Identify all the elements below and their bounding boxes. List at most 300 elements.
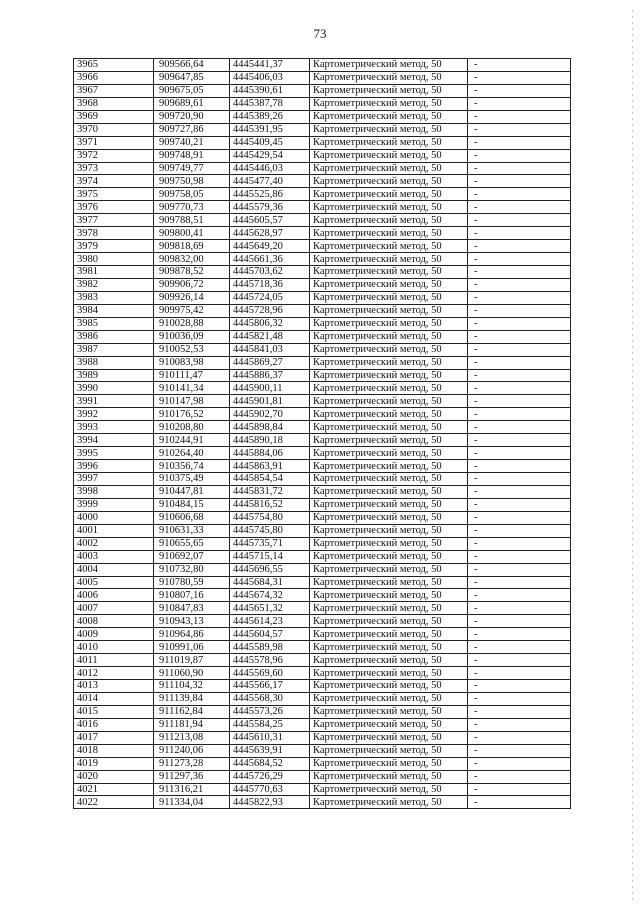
point-number-cell: 3969	[74, 110, 154, 123]
x-coordinate-cell: 910375,49	[154, 473, 230, 486]
y-coordinate-cell: 4445724,05	[230, 291, 310, 304]
point-number-cell: 3966	[74, 71, 154, 84]
x-coordinate-cell: 910655,65	[154, 537, 230, 550]
table-row	[74, 589, 571, 602]
x-coordinate-cell: 909758,05	[154, 188, 230, 201]
note-cell: -	[468, 511, 571, 524]
note-cell: -	[468, 537, 571, 550]
point-number-cell: 4018	[74, 744, 154, 757]
point-number-cell: 3980	[74, 253, 154, 266]
y-coordinate-cell: 4445649,20	[230, 240, 310, 253]
table-row	[74, 188, 571, 201]
x-coordinate-cell: 909740,21	[154, 136, 230, 149]
note-cell: -	[468, 770, 571, 783]
point-number-cell: 4002	[74, 537, 154, 550]
y-coordinate-cell: 4445639,91	[230, 744, 310, 757]
method-cell: Картометрический метод, 50	[310, 149, 468, 162]
method-cell: Картометрический метод, 50	[310, 408, 468, 421]
y-coordinate-cell: 4445390,61	[230, 84, 310, 97]
x-coordinate-cell: 910631,33	[154, 524, 230, 537]
x-coordinate-cell: 909749,77	[154, 162, 230, 175]
point-number-cell: 3992	[74, 408, 154, 421]
point-number-cell: 4000	[74, 511, 154, 524]
table-row	[74, 291, 571, 304]
table-row	[74, 744, 571, 757]
note-cell: -	[468, 421, 571, 434]
y-coordinate-cell: 4445569,60	[230, 667, 310, 680]
point-number-cell: 3976	[74, 201, 154, 214]
note-cell: -	[468, 343, 571, 356]
note-cell: -	[468, 744, 571, 757]
method-cell: Картометрический метод, 50	[310, 214, 468, 227]
y-coordinate-cell: 4445821,48	[230, 330, 310, 343]
method-cell: Картометрический метод, 50	[310, 447, 468, 460]
table-row	[74, 654, 571, 667]
x-coordinate-cell: 910964,86	[154, 628, 230, 641]
note-cell: -	[468, 550, 571, 563]
table-row	[74, 757, 571, 770]
table-row	[74, 498, 571, 511]
method-cell: Картометрический метод, 50	[310, 602, 468, 615]
note-cell: -	[468, 602, 571, 615]
x-coordinate-cell: 910847,83	[154, 602, 230, 615]
x-coordinate-cell: 911060,90	[154, 667, 230, 680]
y-coordinate-cell: 4445406,03	[230, 71, 310, 84]
note-cell: -	[468, 524, 571, 537]
y-coordinate-cell: 4445770,63	[230, 783, 310, 796]
coordinates-table-wrapper	[73, 58, 570, 809]
method-cell: Картометрический метод, 50	[310, 770, 468, 783]
table-row	[74, 408, 571, 421]
method-cell: Картометрический метод, 50	[310, 356, 468, 369]
point-number-cell: 3997	[74, 473, 154, 486]
table-row	[74, 602, 571, 615]
note-cell: -	[468, 680, 571, 693]
method-cell: Картометрический метод, 50	[310, 240, 468, 253]
table-row	[74, 149, 571, 162]
x-coordinate-cell: 909818,69	[154, 240, 230, 253]
note-cell: -	[468, 628, 571, 641]
y-coordinate-cell: 4445886,37	[230, 369, 310, 382]
x-coordinate-cell: 910447,81	[154, 485, 230, 498]
note-cell: -	[468, 589, 571, 602]
y-coordinate-cell: 4445863,91	[230, 460, 310, 473]
table-row	[74, 524, 571, 537]
point-number-cell: 3994	[74, 434, 154, 447]
table-row	[74, 382, 571, 395]
method-cell: Картометрический метод, 50	[310, 485, 468, 498]
note-cell: -	[468, 408, 571, 421]
x-coordinate-cell: 910356,74	[154, 460, 230, 473]
table-row	[74, 615, 571, 628]
table-row	[74, 369, 571, 382]
y-coordinate-cell: 4445578,96	[230, 654, 310, 667]
note-cell: -	[468, 382, 571, 395]
x-coordinate-cell: 910111,47	[154, 369, 230, 382]
y-coordinate-cell: 4445628,97	[230, 227, 310, 240]
x-coordinate-cell: 910732,80	[154, 563, 230, 576]
method-cell: Картометрический метод, 50	[310, 589, 468, 602]
y-coordinate-cell: 4445715,14	[230, 550, 310, 563]
method-cell: Картометрический метод, 50	[310, 188, 468, 201]
method-cell: Картометрический метод, 50	[310, 162, 468, 175]
note-cell: -	[468, 149, 571, 162]
x-coordinate-cell: 911334,04	[154, 796, 230, 809]
table-row	[74, 511, 571, 524]
point-number-cell: 4004	[74, 563, 154, 576]
method-cell: Картометрический метод, 50	[310, 460, 468, 473]
note-cell: -	[468, 576, 571, 589]
method-cell: Картометрический метод, 50	[310, 498, 468, 511]
note-cell: -	[468, 485, 571, 498]
x-coordinate-cell: 910176,52	[154, 408, 230, 421]
point-number-cell: 4003	[74, 550, 154, 563]
x-coordinate-cell: 910264,40	[154, 447, 230, 460]
method-cell: Картометрический метод, 50	[310, 731, 468, 744]
x-coordinate-cell: 909770,73	[154, 201, 230, 214]
note-cell: -	[468, 136, 571, 149]
method-cell: Картометрический метод, 50	[310, 563, 468, 576]
method-cell: Картометрический метод, 50	[310, 718, 468, 731]
point-number-cell: 3998	[74, 485, 154, 498]
note-cell: -	[468, 667, 571, 680]
point-number-cell: 4021	[74, 783, 154, 796]
y-coordinate-cell: 4445841,03	[230, 343, 310, 356]
table-row	[74, 162, 571, 175]
y-coordinate-cell: 4445674,32	[230, 589, 310, 602]
y-coordinate-cell: 4445822,93	[230, 796, 310, 809]
point-number-cell: 3978	[74, 227, 154, 240]
note-cell: -	[468, 356, 571, 369]
y-coordinate-cell: 4445884,06	[230, 447, 310, 460]
method-cell: Картометрический метод, 50	[310, 705, 468, 718]
method-cell: Картометрический метод, 50	[310, 628, 468, 641]
table-row	[74, 330, 571, 343]
note-cell: -	[468, 330, 571, 343]
x-coordinate-cell: 911139,84	[154, 692, 230, 705]
method-cell: Картометрический метод, 50	[310, 123, 468, 136]
table-row	[74, 796, 571, 809]
note-cell: -	[468, 214, 571, 227]
method-cell: Картометрический метод, 50	[310, 291, 468, 304]
method-cell: Картометрический метод, 50	[310, 253, 468, 266]
point-number-cell: 4013	[74, 680, 154, 693]
y-coordinate-cell: 4445728,96	[230, 304, 310, 317]
y-coordinate-cell: 4445684,52	[230, 757, 310, 770]
table-row	[74, 343, 571, 356]
table-row	[74, 783, 571, 796]
y-coordinate-cell: 4445389,26	[230, 110, 310, 123]
x-coordinate-cell: 911213,08	[154, 731, 230, 744]
y-coordinate-cell: 4445816,52	[230, 498, 310, 511]
y-coordinate-cell: 4445696,55	[230, 563, 310, 576]
x-coordinate-cell: 911162,84	[154, 705, 230, 718]
table-row	[74, 395, 571, 408]
y-coordinate-cell: 4445614,23	[230, 615, 310, 628]
y-coordinate-cell: 4445441,37	[230, 59, 310, 72]
point-number-cell: 3999	[74, 498, 154, 511]
point-number-cell: 3972	[74, 149, 154, 162]
table-row	[74, 705, 571, 718]
note-cell: -	[468, 84, 571, 97]
y-coordinate-cell: 4445477,40	[230, 175, 310, 188]
point-number-cell: 4011	[74, 654, 154, 667]
note-cell: -	[468, 59, 571, 72]
point-number-cell: 3995	[74, 447, 154, 460]
y-coordinate-cell: 4445684,31	[230, 576, 310, 589]
method-cell: Картометрический метод, 50	[310, 136, 468, 149]
x-coordinate-cell: 909748,91	[154, 149, 230, 162]
note-cell: -	[468, 71, 571, 84]
point-number-cell: 4020	[74, 770, 154, 783]
y-coordinate-cell: 4445900,11	[230, 382, 310, 395]
coordinates-table-body	[74, 59, 571, 809]
x-coordinate-cell: 910991,06	[154, 641, 230, 654]
note-cell: -	[468, 473, 571, 486]
x-coordinate-cell: 910083,98	[154, 356, 230, 369]
y-coordinate-cell: 4445525,86	[230, 188, 310, 201]
y-coordinate-cell: 4445584,25	[230, 718, 310, 731]
y-coordinate-cell: 4445718,36	[230, 278, 310, 291]
table-row	[74, 356, 571, 369]
y-coordinate-cell: 4445754,80	[230, 511, 310, 524]
point-number-cell: 3988	[74, 356, 154, 369]
point-number-cell: 4014	[74, 692, 154, 705]
table-row	[74, 628, 571, 641]
method-cell: Картометрический метод, 50	[310, 473, 468, 486]
table-row	[74, 253, 571, 266]
method-cell: Картометрический метод, 50	[310, 227, 468, 240]
method-cell: Картометрический метод, 50	[310, 421, 468, 434]
table-row	[74, 175, 571, 188]
point-number-cell: 3974	[74, 175, 154, 188]
y-coordinate-cell: 4445735,71	[230, 537, 310, 550]
x-coordinate-cell: 910692,07	[154, 550, 230, 563]
method-cell: Картометрический метод, 50	[310, 266, 468, 279]
y-coordinate-cell: 4445566,17	[230, 680, 310, 693]
point-number-cell: 3965	[74, 59, 154, 72]
point-number-cell: 4008	[74, 615, 154, 628]
point-number-cell: 3968	[74, 97, 154, 110]
x-coordinate-cell: 910036,09	[154, 330, 230, 343]
table-row	[74, 240, 571, 253]
table-row	[74, 473, 571, 486]
point-number-cell: 4010	[74, 641, 154, 654]
method-cell: Картометрический метод, 50	[310, 654, 468, 667]
table-row	[74, 731, 571, 744]
point-number-cell: 3991	[74, 395, 154, 408]
y-coordinate-cell: 4445604,57	[230, 628, 310, 641]
x-coordinate-cell: 909675,05	[154, 84, 230, 97]
table-row	[74, 227, 571, 240]
page-edge-margin-line	[632, 10, 633, 900]
point-number-cell: 4006	[74, 589, 154, 602]
table-row	[74, 770, 571, 783]
x-coordinate-cell: 911240,06	[154, 744, 230, 757]
x-coordinate-cell: 910943,13	[154, 615, 230, 628]
coordinates-table	[73, 58, 571, 809]
method-cell: Картометрический метод, 50	[310, 434, 468, 447]
y-coordinate-cell: 4445703,62	[230, 266, 310, 279]
y-coordinate-cell: 4445579,36	[230, 201, 310, 214]
x-coordinate-cell: 910606,68	[154, 511, 230, 524]
x-coordinate-cell: 911181,94	[154, 718, 230, 731]
x-coordinate-cell: 911297,36	[154, 770, 230, 783]
method-cell: Картометрический метод, 50	[310, 667, 468, 680]
x-coordinate-cell: 909975,42	[154, 304, 230, 317]
method-cell: Картометрический метод, 50	[310, 744, 468, 757]
point-number-cell: 4012	[74, 667, 154, 680]
point-number-cell: 4017	[74, 731, 154, 744]
x-coordinate-cell: 909566,64	[154, 59, 230, 72]
y-coordinate-cell: 4445869,27	[230, 356, 310, 369]
y-coordinate-cell: 4445391,95	[230, 123, 310, 136]
y-coordinate-cell: 4445831,72	[230, 485, 310, 498]
table-row	[74, 71, 571, 84]
x-coordinate-cell: 910141,34	[154, 382, 230, 395]
point-number-cell: 3981	[74, 266, 154, 279]
note-cell: -	[468, 757, 571, 770]
point-number-cell: 3975	[74, 188, 154, 201]
y-coordinate-cell: 4445901,81	[230, 395, 310, 408]
point-number-cell: 3987	[74, 343, 154, 356]
table-row	[74, 421, 571, 434]
method-cell: Картометрический метод, 50	[310, 783, 468, 796]
x-coordinate-cell: 909906,72	[154, 278, 230, 291]
point-number-cell: 4005	[74, 576, 154, 589]
method-cell: Картометрический метод, 50	[310, 692, 468, 705]
method-cell: Картометрический метод, 50	[310, 71, 468, 84]
x-coordinate-cell: 911316,21	[154, 783, 230, 796]
note-cell: -	[468, 240, 571, 253]
point-number-cell: 3993	[74, 421, 154, 434]
table-row	[74, 550, 571, 563]
y-coordinate-cell: 4445651,32	[230, 602, 310, 615]
point-number-cell: 3985	[74, 317, 154, 330]
note-cell: -	[468, 201, 571, 214]
note-cell: -	[468, 563, 571, 576]
y-coordinate-cell: 4445387,78	[230, 97, 310, 110]
x-coordinate-cell: 910208,80	[154, 421, 230, 434]
method-cell: Картометрический метод, 50	[310, 84, 468, 97]
page-number: 73	[313, 26, 327, 41]
table-row	[74, 576, 571, 589]
table-row	[74, 718, 571, 731]
note-cell: -	[468, 175, 571, 188]
note-cell: -	[468, 253, 571, 266]
note-cell: -	[468, 641, 571, 654]
note-cell: -	[468, 278, 571, 291]
point-number-cell: 4019	[74, 757, 154, 770]
y-coordinate-cell: 4445605,57	[230, 214, 310, 227]
x-coordinate-cell: 910807,16	[154, 589, 230, 602]
method-cell: Картометрический метод, 50	[310, 537, 468, 550]
x-coordinate-cell: 911104,32	[154, 680, 230, 693]
note-cell: -	[468, 227, 571, 240]
method-cell: Картометрический метод, 50	[310, 511, 468, 524]
point-number-cell: 3967	[74, 84, 154, 97]
note-cell: -	[468, 123, 571, 136]
x-coordinate-cell: 909647,85	[154, 71, 230, 84]
y-coordinate-cell: 4445898,84	[230, 421, 310, 434]
point-number-cell: 3984	[74, 304, 154, 317]
x-coordinate-cell: 910052,53	[154, 343, 230, 356]
table-row	[74, 680, 571, 693]
method-cell: Картометрический метод, 50	[310, 395, 468, 408]
table-row	[74, 447, 571, 460]
note-cell: -	[468, 692, 571, 705]
x-coordinate-cell: 910244,91	[154, 434, 230, 447]
method-cell: Картометрический метод, 50	[310, 615, 468, 628]
method-cell: Картометрический метод, 50	[310, 317, 468, 330]
method-cell: Картометрический метод, 50	[310, 201, 468, 214]
table-row	[74, 123, 571, 136]
note-cell: -	[468, 304, 571, 317]
point-number-cell: 3970	[74, 123, 154, 136]
method-cell: Картометрический метод, 50	[310, 330, 468, 343]
table-row	[74, 304, 571, 317]
x-coordinate-cell: 911273,28	[154, 757, 230, 770]
method-cell: Картометрический метод, 50	[310, 278, 468, 291]
method-cell: Картометрический метод, 50	[310, 59, 468, 72]
table-row	[74, 692, 571, 705]
method-cell: Картометрический метод, 50	[310, 641, 468, 654]
x-coordinate-cell: 909800,41	[154, 227, 230, 240]
point-number-cell: 4001	[74, 524, 154, 537]
note-cell: -	[468, 369, 571, 382]
x-coordinate-cell: 910780,59	[154, 576, 230, 589]
y-coordinate-cell: 4445745,80	[230, 524, 310, 537]
point-number-cell: 3986	[74, 330, 154, 343]
table-row	[74, 136, 571, 149]
method-cell: Картометрический метод, 50	[310, 680, 468, 693]
y-coordinate-cell: 4445589,98	[230, 641, 310, 654]
y-coordinate-cell: 4445429,54	[230, 149, 310, 162]
x-coordinate-cell: 909689,61	[154, 97, 230, 110]
table-row	[74, 84, 571, 97]
point-number-cell: 4009	[74, 628, 154, 641]
note-cell: -	[468, 447, 571, 460]
note-cell: -	[468, 317, 571, 330]
point-number-cell: 3989	[74, 369, 154, 382]
note-cell: -	[468, 498, 571, 511]
point-number-cell: 3973	[74, 162, 154, 175]
table-row	[74, 97, 571, 110]
table-row	[74, 641, 571, 654]
note-cell: -	[468, 97, 571, 110]
method-cell: Картометрический метод, 50	[310, 175, 468, 188]
table-row	[74, 537, 571, 550]
method-cell: Картометрический метод, 50	[310, 757, 468, 770]
point-number-cell: 4022	[74, 796, 154, 809]
point-number-cell: 4016	[74, 718, 154, 731]
note-cell: -	[468, 796, 571, 809]
point-number-cell: 4015	[74, 705, 154, 718]
method-cell: Картометрический метод, 50	[310, 343, 468, 356]
table-row	[74, 110, 571, 123]
method-cell: Картометрический метод, 50	[310, 796, 468, 809]
note-cell: -	[468, 731, 571, 744]
table-row	[74, 667, 571, 680]
point-number-cell: 4007	[74, 602, 154, 615]
note-cell: -	[468, 188, 571, 201]
point-number-cell: 3971	[74, 136, 154, 149]
method-cell: Картометрический метод, 50	[310, 576, 468, 589]
table-row	[74, 460, 571, 473]
y-coordinate-cell: 4445568,30	[230, 692, 310, 705]
note-cell: -	[468, 460, 571, 473]
note-cell: -	[468, 654, 571, 667]
